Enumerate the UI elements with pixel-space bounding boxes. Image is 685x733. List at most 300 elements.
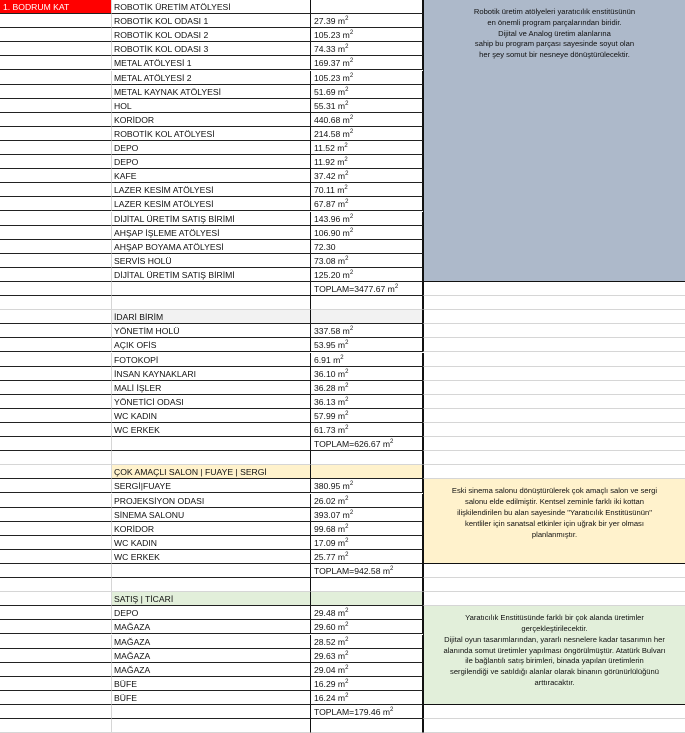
- cell-c[interactable]: [311, 564, 423, 578]
- cell-c[interactable]: [311, 381, 423, 395]
- area-value: 29.48: [314, 608, 336, 619]
- cell-b[interactable]: [112, 677, 311, 691]
- area-unit: $m^2$: [340, 227, 354, 238]
- cell-c[interactable]: [311, 367, 423, 381]
- space-name: WC ERKEK: [114, 551, 160, 562]
- space-name: YÖNETİCİ ODASI: [114, 396, 184, 407]
- cell-c[interactable]: [311, 71, 423, 85]
- cell-b[interactable]: [112, 85, 311, 99]
- space-name: SERVİS HOLÜ: [114, 255, 172, 266]
- area-unit: $m^2$: [380, 566, 394, 576]
- space-name: DEPO: [114, 143, 139, 153]
- space-name: SERGİ|FUAYE: [114, 481, 171, 492]
- cell-a[interactable]: [0, 536, 112, 550]
- cell-a[interactable]: [0, 381, 112, 395]
- cell-a[interactable]: [0, 663, 112, 677]
- cell-b[interactable]: [112, 353, 311, 367]
- space-name: ROBOTİK KOL ATÖLYESİ: [114, 128, 215, 139]
- cell-c[interactable]: [311, 451, 423, 465]
- cell-b[interactable]: [112, 14, 311, 28]
- cell-b[interactable]: [112, 423, 311, 437]
- cell-c[interactable]: [311, 99, 423, 113]
- cell-c[interactable]: [311, 353, 423, 367]
- cell-b[interactable]: [112, 494, 311, 508]
- space-name: WC ERKEK: [114, 425, 160, 435]
- cell-b[interactable]: [112, 71, 311, 85]
- cell-b[interactable]: [112, 226, 311, 240]
- cell-c[interactable]: [311, 508, 423, 522]
- section-title: İDARİ BİRİM: [114, 312, 164, 323]
- area-value: 105.23: [314, 30, 341, 41]
- area-unit: $m^2$: [335, 199, 349, 210]
- cell-a[interactable]: [0, 564, 112, 578]
- cell-b[interactable]: [112, 268, 311, 282]
- cell-b[interactable]: [112, 28, 311, 42]
- space-name: LAZER KESİM ATÖLYESİ: [114, 185, 214, 196]
- cell-a[interactable]: [0, 324, 112, 338]
- cell-c[interactable]: [311, 494, 423, 508]
- cell-c[interactable]: [311, 226, 423, 240]
- area-value: 16.24: [314, 692, 336, 703]
- area-unit: $m^2$: [335, 16, 349, 27]
- area-value: 73.08: [314, 255, 336, 266]
- area-unit: $m^2$: [335, 636, 349, 647]
- cell-c[interactable]: [311, 42, 423, 56]
- cell-a[interactable]: [0, 296, 112, 310]
- cell-a[interactable]: [0, 226, 112, 240]
- cell-b[interactable]: [112, 296, 311, 310]
- space-name: DEPO: [114, 608, 139, 619]
- area-unit: $m^2$: [335, 425, 349, 435]
- cell-d[interactable]: [423, 705, 685, 719]
- cell-b[interactable]: [112, 127, 311, 141]
- cell-b[interactable]: [112, 451, 311, 465]
- cell-b[interactable]: [112, 310, 311, 324]
- cell-c[interactable]: [311, 719, 423, 733]
- cell-b[interactable]: [112, 479, 311, 493]
- area-value: 29.63: [314, 650, 336, 661]
- cell-c[interactable]: [311, 705, 423, 719]
- area-unit: $m^2$: [335, 410, 349, 421]
- cell-c[interactable]: [311, 550, 423, 564]
- area-value: 36.10: [314, 368, 336, 379]
- space-name: KORİDOR: [114, 523, 155, 534]
- cell-b[interactable]: [112, 169, 311, 183]
- cell-c[interactable]: [311, 113, 423, 127]
- cell-c[interactable]: [311, 141, 423, 155]
- cell-c[interactable]: [311, 522, 423, 536]
- cell-b[interactable]: [112, 409, 311, 423]
- cell-b[interactable]: [112, 508, 311, 522]
- cell-c[interactable]: [311, 536, 423, 550]
- cell-b[interactable]: [112, 649, 311, 663]
- cell-d[interactable]: [423, 338, 685, 352]
- area-unit: $m^2$: [335, 382, 349, 393]
- cell-a[interactable]: [0, 423, 112, 437]
- area-unit: $m^2$: [335, 622, 349, 633]
- cell-a[interactable]: [0, 113, 112, 127]
- cell-b[interactable]: [112, 536, 311, 550]
- floor-label-text: 1. BODRUM KAT: [3, 2, 70, 12]
- cell-c[interactable]: [311, 268, 423, 282]
- space-name: MAĞAZA: [114, 622, 151, 633]
- space-name: DEPO: [114, 157, 139, 168]
- note-line: kentliler için sanatsal etkinler için uğrak bir yer olması: [465, 518, 644, 528]
- cell-a[interactable]: [0, 42, 112, 56]
- cell-b[interactable]: [112, 465, 311, 479]
- cell-c[interactable]: [311, 56, 423, 70]
- area-value: 55.31: [314, 100, 336, 111]
- cell-c[interactable]: [311, 14, 423, 28]
- cell-a[interactable]: [0, 592, 112, 606]
- area-value: 440.68: [314, 114, 341, 125]
- cell-a[interactable]: [0, 99, 112, 113]
- area-value: 25.77: [314, 551, 336, 562]
- cell-c[interactable]: [311, 310, 423, 324]
- section-note: [423, 479, 685, 564]
- cell-c[interactable]: [311, 254, 423, 268]
- note-line: salonu elde edilmiştir. Kentsel zeminle farklı iki kottan: [465, 497, 644, 507]
- area-unit: $m^2$: [335, 523, 349, 534]
- cell-b[interactable]: [112, 367, 311, 381]
- space-name: BÜFE: [114, 692, 137, 703]
- cell-a[interactable]: [0, 367, 112, 381]
- area-unit: $m^2$: [340, 128, 354, 139]
- cell-c[interactable]: [311, 663, 423, 677]
- cell-d[interactable]: [423, 296, 685, 310]
- cell-c[interactable]: [311, 606, 423, 620]
- cell-c[interactable]: [311, 127, 423, 141]
- cell-a[interactable]: [0, 85, 112, 99]
- cell-c[interactable]: [311, 578, 423, 592]
- cell-a[interactable]: [0, 395, 112, 409]
- area-unit: $m^2$: [335, 368, 349, 379]
- area-value: 337.58: [314, 326, 341, 337]
- note-line: her şey somut bir nesneye dönüştürülecektir.: [479, 50, 630, 60]
- cell-a[interactable]: [0, 409, 112, 423]
- space-name: MAĞAZA: [114, 664, 151, 675]
- cell-c[interactable]: [311, 183, 423, 197]
- note-line: Dijital oyun tasarımlarından, yararlı nesnelere kadar tasarımın her: [444, 634, 665, 644]
- cell-b[interactable]: [112, 522, 311, 536]
- cell-b[interactable]: [112, 197, 311, 211]
- cell-c[interactable]: [311, 649, 423, 663]
- area-unit: $m^2$: [380, 707, 394, 717]
- area-value: 51.69: [314, 86, 336, 97]
- area-unit: $m^2$: [335, 396, 349, 407]
- area-value: 143.96: [314, 213, 341, 224]
- cell-c[interactable]: [311, 169, 423, 183]
- note-line: ile bağlantılı satış birimleri, binada yapılan üretimlerin: [465, 656, 644, 666]
- cell-c[interactable]: [311, 437, 423, 451]
- area-unit: $m^2$: [335, 664, 349, 675]
- space-name: HOL: [114, 100, 132, 111]
- cell-b[interactable]: [112, 606, 311, 620]
- cell-a[interactable]: [0, 56, 112, 70]
- cell-c[interactable]: [311, 282, 423, 296]
- area-unit: $m^2$: [335, 537, 349, 548]
- cell-a[interactable]: [0, 183, 112, 197]
- cell-b[interactable]: [112, 620, 311, 634]
- area-unit: $m^2$: [335, 86, 349, 97]
- cell-a[interactable]: [0, 522, 112, 536]
- area-unit: $m^2$: [340, 72, 354, 83]
- area-unit: $m^2$: [335, 692, 349, 703]
- cell-b[interactable]: [112, 663, 311, 677]
- cell-d[interactable]: [423, 451, 685, 465]
- cell-a[interactable]: [0, 141, 112, 155]
- space-name: FOTOKOPİ: [114, 354, 159, 365]
- cell-a[interactable]: [0, 479, 112, 493]
- cell-b[interactable]: [112, 550, 311, 564]
- cell-a[interactable]: [0, 550, 112, 564]
- area-value: 6.91: [314, 354, 331, 365]
- cell-d[interactable]: [423, 465, 685, 479]
- area-value: 214.58: [314, 128, 341, 139]
- area-unit: $m^2$: [340, 481, 354, 492]
- cell-b[interactable]: [112, 635, 311, 649]
- area-value: 26.02: [314, 495, 336, 506]
- cell-c[interactable]: [311, 0, 423, 14]
- area-unit: $m^2$: [330, 354, 344, 365]
- cell-c[interactable]: [311, 620, 423, 634]
- section-note: [423, 606, 685, 705]
- cell-b[interactable]: [112, 381, 311, 395]
- cell-d[interactable]: [423, 353, 685, 367]
- cell-a[interactable]: [0, 606, 112, 620]
- cell-a[interactable]: [0, 254, 112, 268]
- area-unit: $m^2$: [335, 171, 349, 182]
- note-line: ilişkilendirilen bu alan sayesinde "Yaratıcılık Enstitüsünün": [457, 507, 652, 517]
- cell-c[interactable]: [311, 85, 423, 99]
- cell-b[interactable]: [112, 56, 311, 70]
- cell-d[interactable]: [423, 564, 685, 578]
- cell-a[interactable]: [0, 465, 112, 479]
- space-name: DİJİTAL ÜRETİM SATIŞ BİRİMİ: [114, 269, 235, 280]
- space-name: BÜFE: [114, 678, 137, 689]
- cell-b[interactable]: [112, 338, 311, 352]
- cell-b[interactable]: [112, 395, 311, 409]
- cell-d[interactable]: [423, 592, 685, 606]
- area-value: 36.28: [314, 382, 336, 393]
- note-line: alanında somut üretimler yapılması öngörülmüştür. Atatürk Bulvarı: [443, 645, 666, 655]
- cell-a[interactable]: [0, 240, 112, 254]
- space-name: LAZER KESİM ATÖLYESİ: [114, 199, 214, 210]
- cell-b[interactable]: [112, 578, 311, 592]
- space-name: METAL KAYNAK ATÖLYESİ: [114, 86, 221, 97]
- cell-c[interactable]: [311, 324, 423, 338]
- area-value: TOPLAM=179.46: [314, 707, 381, 717]
- area-value: 105.23: [314, 72, 341, 83]
- cell-c[interactable]: [311, 155, 423, 169]
- cell-c[interactable]: [311, 212, 423, 226]
- area-unit: $m^2$: [335, 340, 349, 351]
- space-name: KAFE: [114, 171, 137, 182]
- space-name: MAĞAZA: [114, 636, 151, 647]
- area-value: 61.73: [314, 425, 336, 435]
- cell-d[interactable]: [423, 437, 685, 451]
- area-value: 380.95: [314, 481, 341, 492]
- cell-a[interactable]: [0, 578, 112, 592]
- cell-b[interactable]: [112, 705, 311, 719]
- cell-b[interactable]: [112, 42, 311, 56]
- cell-c[interactable]: [311, 409, 423, 423]
- note-line: Yaratıcılık Enstitüsünde farklı bir çok alanda üretimler: [465, 613, 644, 623]
- cell-a[interactable]: [0, 635, 112, 649]
- cell-a[interactable]: [0, 338, 112, 352]
- cell-a[interactable]: [0, 268, 112, 282]
- area-value: 72.30: [314, 241, 336, 252]
- cell-d[interactable]: [423, 719, 685, 733]
- area-value: 125.20: [314, 269, 341, 280]
- area-value: 70.11: [314, 185, 335, 196]
- cell-b[interactable]: [112, 564, 311, 578]
- cell-c[interactable]: [311, 465, 423, 479]
- cell-c[interactable]: [311, 296, 423, 310]
- cell-a[interactable]: [0, 197, 112, 211]
- space-name: PROJEKSİYON ODASI: [114, 495, 205, 506]
- note-line: Eski sinema salonu dönüştürülerek çok amaçlı salon ve sergi: [451, 486, 658, 496]
- cell-b[interactable]: [112, 719, 311, 733]
- section-title: ÇOK AMAÇLI SALON | FUAYE | SERGİ: [114, 467, 267, 478]
- space-name: KORİDOR: [114, 114, 155, 125]
- cell-d[interactable]: [423, 409, 685, 423]
- space-name: İNSAN KAYNAKLARI: [114, 368, 196, 379]
- space-name: MAĞAZA: [114, 650, 151, 661]
- cell-d[interactable]: [423, 578, 685, 592]
- area-unit: $m^2$: [334, 157, 348, 168]
- space-name: AHŞAP İŞLEME ATÖLYESİ: [114, 227, 220, 238]
- cell-c[interactable]: [311, 677, 423, 691]
- cell-c[interactable]: [311, 635, 423, 649]
- cell-a[interactable]: [0, 127, 112, 141]
- area-value: TOPLAM=626.67: [314, 439, 381, 450]
- note-line: planlanmıştır.: [531, 529, 578, 539]
- space-name: YÖNETİM HOLÜ: [114, 326, 180, 337]
- cell-c[interactable]: [311, 691, 423, 705]
- space-name: SİNEMA SALONU: [114, 509, 185, 520]
- cell-a[interactable]: [0, 155, 112, 169]
- note-line: arttıracaktır.: [534, 678, 575, 688]
- area-unit: $m^2$: [335, 495, 349, 506]
- cell-b[interactable]: [112, 99, 311, 113]
- cell-b[interactable]: [112, 282, 311, 296]
- area-unit: $m^2$: [335, 608, 349, 619]
- area-unit: $m^2$: [340, 30, 354, 41]
- note-line: sergilendiği ve satıldığı alanlar olarak binanın görünürlülüğünü: [450, 667, 659, 677]
- cell-b[interactable]: [112, 691, 311, 705]
- cell-d[interactable]: [423, 395, 685, 409]
- cell-a[interactable]: [0, 719, 112, 733]
- cell-c[interactable]: [311, 592, 423, 606]
- cell-a[interactable]: [0, 451, 112, 465]
- cell-c[interactable]: [311, 338, 423, 352]
- area-value: 17.09: [314, 537, 336, 548]
- cell-a[interactable]: [0, 310, 112, 324]
- area-value: 169.37: [314, 58, 341, 69]
- cell-b[interactable]: [112, 113, 311, 127]
- cell-b[interactable]: [112, 437, 311, 451]
- cell-a[interactable]: [0, 691, 112, 705]
- area-value: 27.39: [314, 16, 336, 27]
- cell-c[interactable]: [311, 395, 423, 409]
- cell-a[interactable]: [0, 508, 112, 522]
- cell-b[interactable]: [112, 324, 311, 338]
- cell-c[interactable]: [311, 423, 423, 437]
- area-value: 36.13: [314, 396, 336, 407]
- area-value: 67.87: [314, 199, 336, 210]
- cell-a[interactable]: [0, 437, 112, 451]
- floor-label[interactable]: [0, 0, 112, 14]
- cell-a[interactable]: [0, 620, 112, 634]
- space-name: AHŞAP BOYAMA ATÖLYESİ: [114, 241, 224, 252]
- space-name: ROBOTİK KOL ODASI 1: [114, 16, 209, 27]
- cell-b[interactable]: [112, 183, 311, 197]
- note-line: Robotik üretim atölyeleri yaratıcılık enstitüsünün: [473, 7, 636, 16]
- cell-b[interactable]: [112, 0, 311, 14]
- space-name: METAL ATÖLYESİ 1: [114, 58, 192, 69]
- area-unit: $m^2$: [340, 58, 354, 69]
- cell-b[interactable]: [112, 155, 311, 169]
- cell-a[interactable]: [0, 494, 112, 508]
- area-unit: $m^2$: [335, 100, 349, 111]
- area-value: 29.04: [314, 664, 336, 675]
- cell-b[interactable]: [112, 240, 311, 254]
- area-unit: $m^2$: [334, 143, 348, 153]
- cell-d[interactable]: [423, 367, 685, 381]
- cell-b[interactable]: [112, 592, 311, 606]
- cell-a[interactable]: [0, 705, 112, 719]
- cell-d[interactable]: [423, 310, 685, 324]
- cell-c[interactable]: [311, 479, 423, 493]
- area-value: 106.90: [314, 227, 341, 238]
- cell-c[interactable]: [311, 197, 423, 211]
- cell-b[interactable]: [112, 212, 311, 226]
- cell-a[interactable]: [0, 71, 112, 85]
- cell-d[interactable]: [423, 324, 685, 338]
- cell-d[interactable]: [423, 282, 685, 296]
- area-value: 74.33: [314, 44, 336, 55]
- area-unit: $m^2$: [385, 284, 399, 294]
- cell-a[interactable]: [0, 677, 112, 691]
- cell-a[interactable]: [0, 28, 112, 42]
- area-value: 11.52: [314, 143, 335, 153]
- space-name: ROBOTİK KOL ODASI 3: [114, 44, 209, 55]
- space-name: ROBOTİK KOL ODASI 2: [114, 30, 209, 41]
- area-value: 29.60: [314, 622, 336, 633]
- cell-b[interactable]: [112, 254, 311, 268]
- cell-d[interactable]: [423, 381, 685, 395]
- cell-a[interactable]: [0, 169, 112, 183]
- area-value: 99.68: [314, 523, 336, 534]
- cell-a[interactable]: [0, 212, 112, 226]
- cell-a[interactable]: [0, 353, 112, 367]
- cell-b[interactable]: [112, 141, 311, 155]
- note-line: sahip bu program parçası sayesinde soyut olan: [474, 39, 635, 49]
- area-unit: $m^2$: [335, 255, 349, 266]
- cell-a[interactable]: [0, 649, 112, 663]
- area-value: 28.52: [314, 636, 336, 647]
- area-value: 57.99: [314, 410, 336, 421]
- area-value: 11.92: [314, 157, 335, 168]
- cell-a[interactable]: [0, 14, 112, 28]
- cell-c[interactable]: [311, 240, 423, 254]
- cell-c[interactable]: [311, 28, 423, 42]
- area-value: TOPLAM=942.58: [314, 566, 381, 576]
- cell-a[interactable]: [0, 282, 112, 296]
- space-name: WC KADIN: [114, 410, 157, 421]
- cell-d[interactable]: [423, 423, 685, 437]
